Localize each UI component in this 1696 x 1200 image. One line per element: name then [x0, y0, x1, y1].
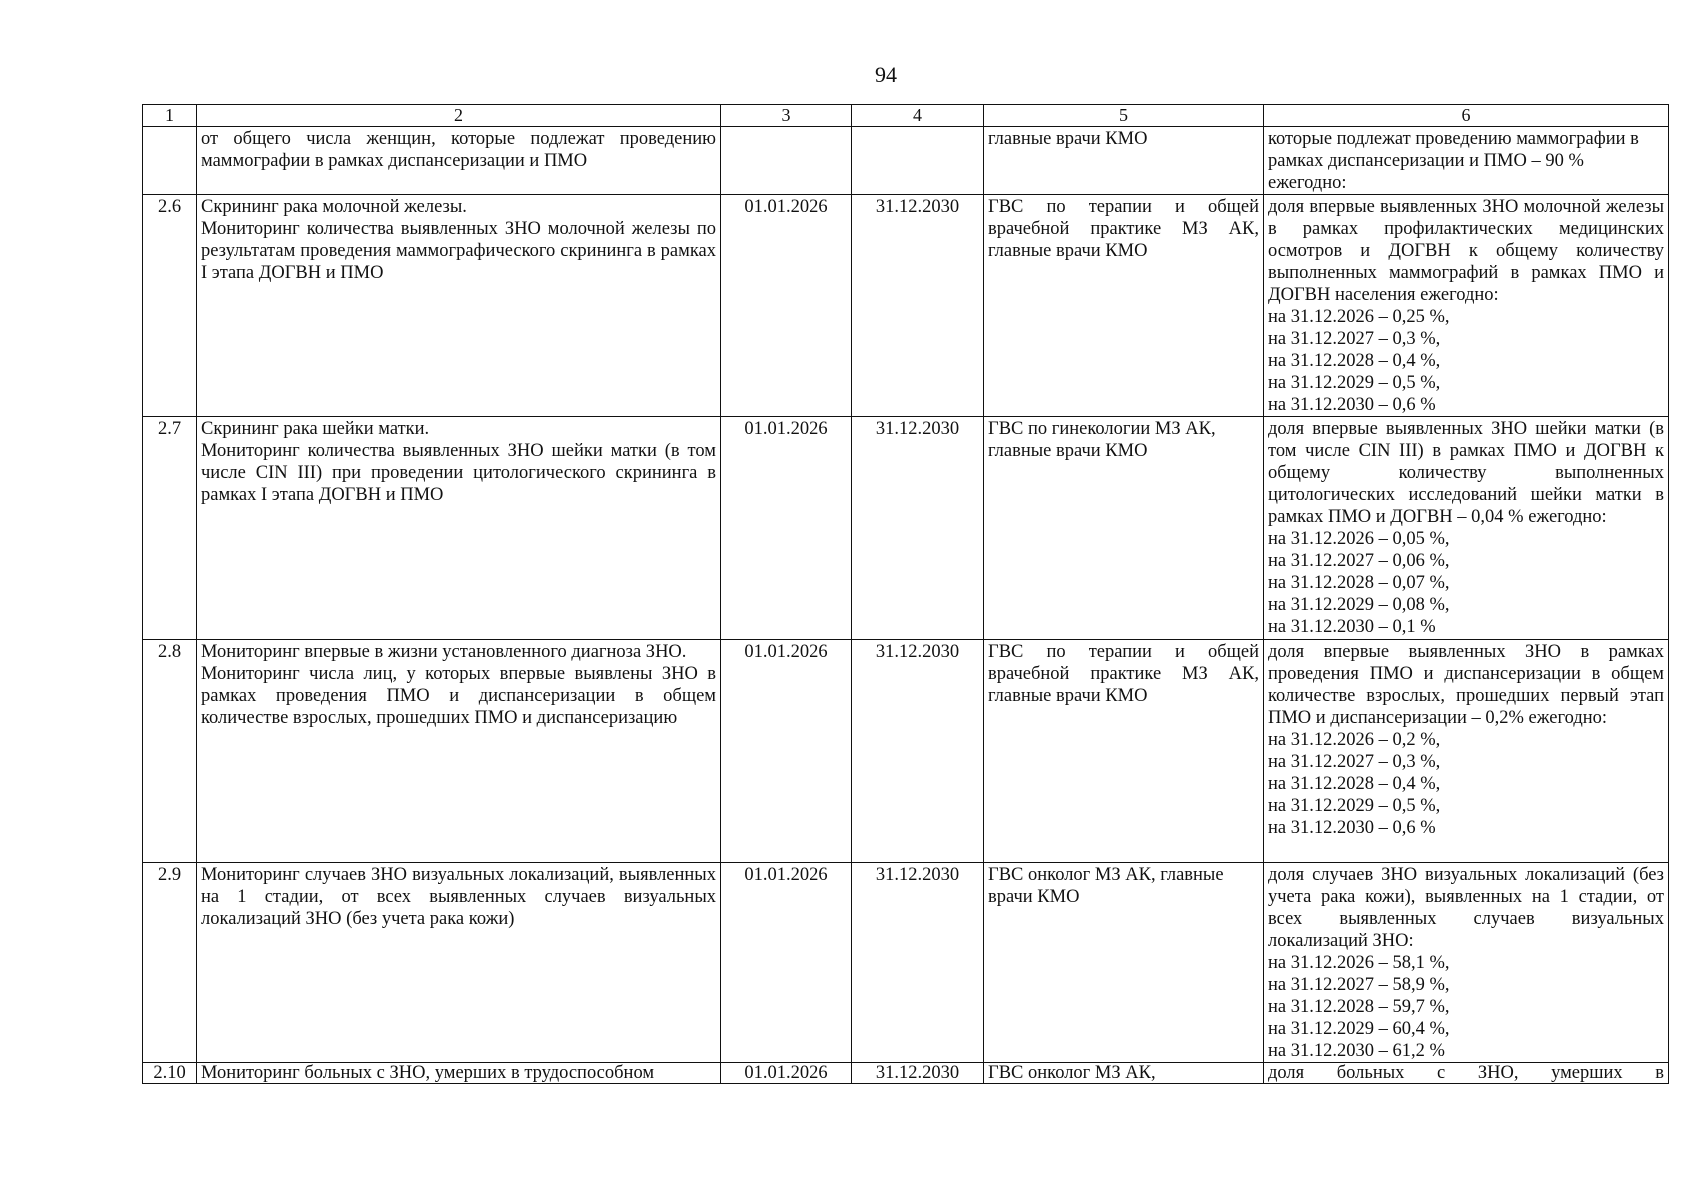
table-row-2-7 — [143, 417, 1669, 640]
indicator-target: на 31.12.2029 – 60,4 %, — [1268, 1019, 1450, 1039]
indicator-target: на 31.12.2026 – 0,25 %, — [1268, 307, 1450, 327]
indicator-target: на 31.12.2028 – 59,7 %, — [1268, 997, 1450, 1017]
activity-text: Мониторинг числа лиц, у которых впервые выявлены ЗНО в рамках проведения ПМО и диспансеризации в общем количестве взрослых, прошедших ПМО и диспансеризацию — [201, 664, 716, 728]
activity-cell — [197, 863, 721, 1063]
measures-table — [142, 104, 1669, 1084]
start-date-cell: 01.01.2026 — [721, 640, 852, 863]
indicator-text: доля больных с ЗНО, умерших в — [1268, 1063, 1664, 1083]
activity-text: Мониторинг случаев ЗНО визуальных локализаций, выявленных на 1 стадии, от всех выявленных случаев визуальных локализаций ЗНО (без учета рака кожи) — [201, 865, 716, 929]
indicator-text: доля впервые выявленных ЗНО молочной железы в рамках профилактических медицинских осмотров и ДОГВН к общему количеству выполненных маммографий в рамках ПМО и ДОГВН населения ежегодно: — [1268, 197, 1664, 305]
page-number: 94 — [875, 62, 897, 87]
table-row-2-10 — [143, 1063, 1669, 1084]
activity-text: Скрининг рака молочной железы. — [201, 197, 467, 217]
activity-cell — [197, 1063, 721, 1084]
row-number-cell: 2.10 — [143, 1063, 197, 1084]
start-date-cell: 01.01.2026 — [721, 195, 852, 417]
start-date-cell: 01.01.2026 — [721, 417, 852, 640]
table-row-2-9 — [143, 863, 1669, 1063]
indicator-target: на 31.12.2029 – 0,08 %, — [1268, 595, 1450, 615]
indicator-target: на 31.12.2030 – 0,1 % — [1268, 617, 1436, 637]
row-number-cell — [143, 127, 197, 195]
indicator-target: на 31.12.2029 – 0,5 %, — [1268, 373, 1441, 393]
start-date-cell: 01.01.2026 — [721, 863, 852, 1063]
indicator-cell — [1264, 640, 1669, 863]
indicator-target: на 31.12.2030 – 0,6 % — [1268, 395, 1436, 415]
row-number-cell: 2.9 — [143, 863, 197, 1063]
indicator-cell — [1264, 863, 1669, 1063]
indicator-target: на 31.12.2028 – 0,4 %, — [1268, 351, 1441, 371]
table-row-continuation — [143, 127, 1669, 195]
column-number: 2 — [197, 105, 721, 127]
indicator-cell — [1264, 127, 1669, 195]
indicator-cell — [1264, 195, 1669, 417]
column-number-row — [143, 105, 1669, 127]
table-row-2-6 — [143, 195, 1669, 417]
responsible-cell: ГВС по терапии и общей врачебной практике МЗ АК, главные врачи КМО — [984, 640, 1264, 863]
indicator-target: на 31.12.2030 – 0,6 % — [1268, 818, 1436, 838]
indicator-target: на 31.12.2027 – 0,3 %, — [1268, 752, 1441, 772]
activity-cell — [197, 640, 721, 863]
column-number: 4 — [852, 105, 984, 127]
activity-text: от общего числа женщин, которые подлежат проведению маммографии в рамках диспансеризации и ПМО — [201, 129, 716, 171]
indicator-cell — [1264, 417, 1669, 640]
end-date-cell — [852, 127, 984, 195]
end-date-cell: 31.12.2030 — [852, 863, 984, 1063]
start-date-cell: 01.01.2026 — [721, 1063, 852, 1084]
row-number-cell: 2.8 — [143, 640, 197, 863]
activity-text: Мониторинг впервые в жизни установленного диагноза ЗНО. — [201, 642, 687, 662]
indicator-target: на 31.12.2026 – 0,2 %, — [1268, 730, 1441, 750]
column-number: 5 — [984, 105, 1264, 127]
responsible-cell: ГВС по терапии и общей врачебной практике МЗ АК, главные врачи КМО — [984, 195, 1264, 417]
indicator-target: на 31.12.2027 – 0,3 %, — [1268, 329, 1441, 349]
end-date-cell: 31.12.2030 — [852, 1063, 984, 1084]
responsible-cell: главные врачи КМО — [984, 127, 1264, 195]
end-date-cell: 31.12.2030 — [852, 640, 984, 863]
activity-text: Мониторинг больных с ЗНО, умерших в трудоспособном — [201, 1063, 655, 1083]
column-number: 6 — [1264, 105, 1669, 127]
activity-cell — [197, 127, 721, 195]
column-number: 3 — [721, 105, 852, 127]
indicator-text: доля впервые выявленных ЗНО шейки матки (в том числе CIN III) в рамках ПМО и ДОГВН к общему количеству выполненных цитологических исследований шейки матки в рамках ПМО и ДОГВН – 0,04 % ежегодно: — [1268, 419, 1664, 527]
indicator-target: на 31.12.2030 – 61,2 % — [1268, 1041, 1445, 1061]
table-row-2-8 — [143, 640, 1669, 863]
end-date-cell: 31.12.2030 — [852, 417, 984, 640]
responsible-cell: ГВС онколог МЗ АК, — [984, 1063, 1264, 1084]
activity-text: Мониторинг количества выявленных ЗНО молочной железы по результатам проведения маммографического скрининга в рамках I этапа ДОГВН и ПМО — [201, 219, 716, 283]
indicator-text: которые подлежат проведению маммографии в рамках диспансеризации и ПМО – 90 % ежегодно: — [1268, 129, 1639, 193]
responsible-cell: ГВС онколог МЗ АК, главные врачи КМО — [984, 863, 1264, 1063]
activity-text: Мониторинг количества выявленных ЗНО шейки матки (в том числе CIN III) при проведении цитологического скрининга в рамках I этапа ДОГВН и ПМО — [201, 441, 716, 505]
indicator-text: доля случаев ЗНО визуальных локализаций (без учета рака кожи), выявленных на 1 стадии, от всех выявленных случаев визуальных локализаций ЗНО: — [1268, 865, 1664, 951]
activity-text: Скрининг рака шейки матки. — [201, 419, 430, 439]
start-date-cell — [721, 127, 852, 195]
activity-cell — [197, 417, 721, 640]
indicator-target: на 31.12.2027 – 0,06 %, — [1268, 551, 1450, 571]
indicator-target: на 31.12.2026 – 58,1 %, — [1268, 953, 1450, 973]
indicator-text: доля впервые выявленных ЗНО в рамках проведения ПМО и диспансеризации в общем количестве взрослых, прошедших первый этап ПМО и диспансеризации – 0,2% ежегодно: — [1268, 642, 1664, 728]
responsible-cell: ГВС по гинекологии МЗ АК, главные врачи КМО — [984, 417, 1264, 640]
indicator-cell — [1264, 1063, 1669, 1084]
row-number-cell: 2.7 — [143, 417, 197, 640]
indicator-target: на 31.12.2028 – 0,07 %, — [1268, 573, 1450, 593]
indicator-target: на 31.12.2026 – 0,05 %, — [1268, 529, 1450, 549]
indicator-target: на 31.12.2027 – 58,9 %, — [1268, 975, 1450, 995]
end-date-cell: 31.12.2030 — [852, 195, 984, 417]
indicator-target: на 31.12.2028 – 0,4 %, — [1268, 774, 1441, 794]
indicator-target: на 31.12.2029 – 0,5 %, — [1268, 796, 1441, 816]
activity-cell — [197, 195, 721, 417]
row-number-cell: 2.6 — [143, 195, 197, 417]
column-number: 1 — [143, 105, 197, 127]
